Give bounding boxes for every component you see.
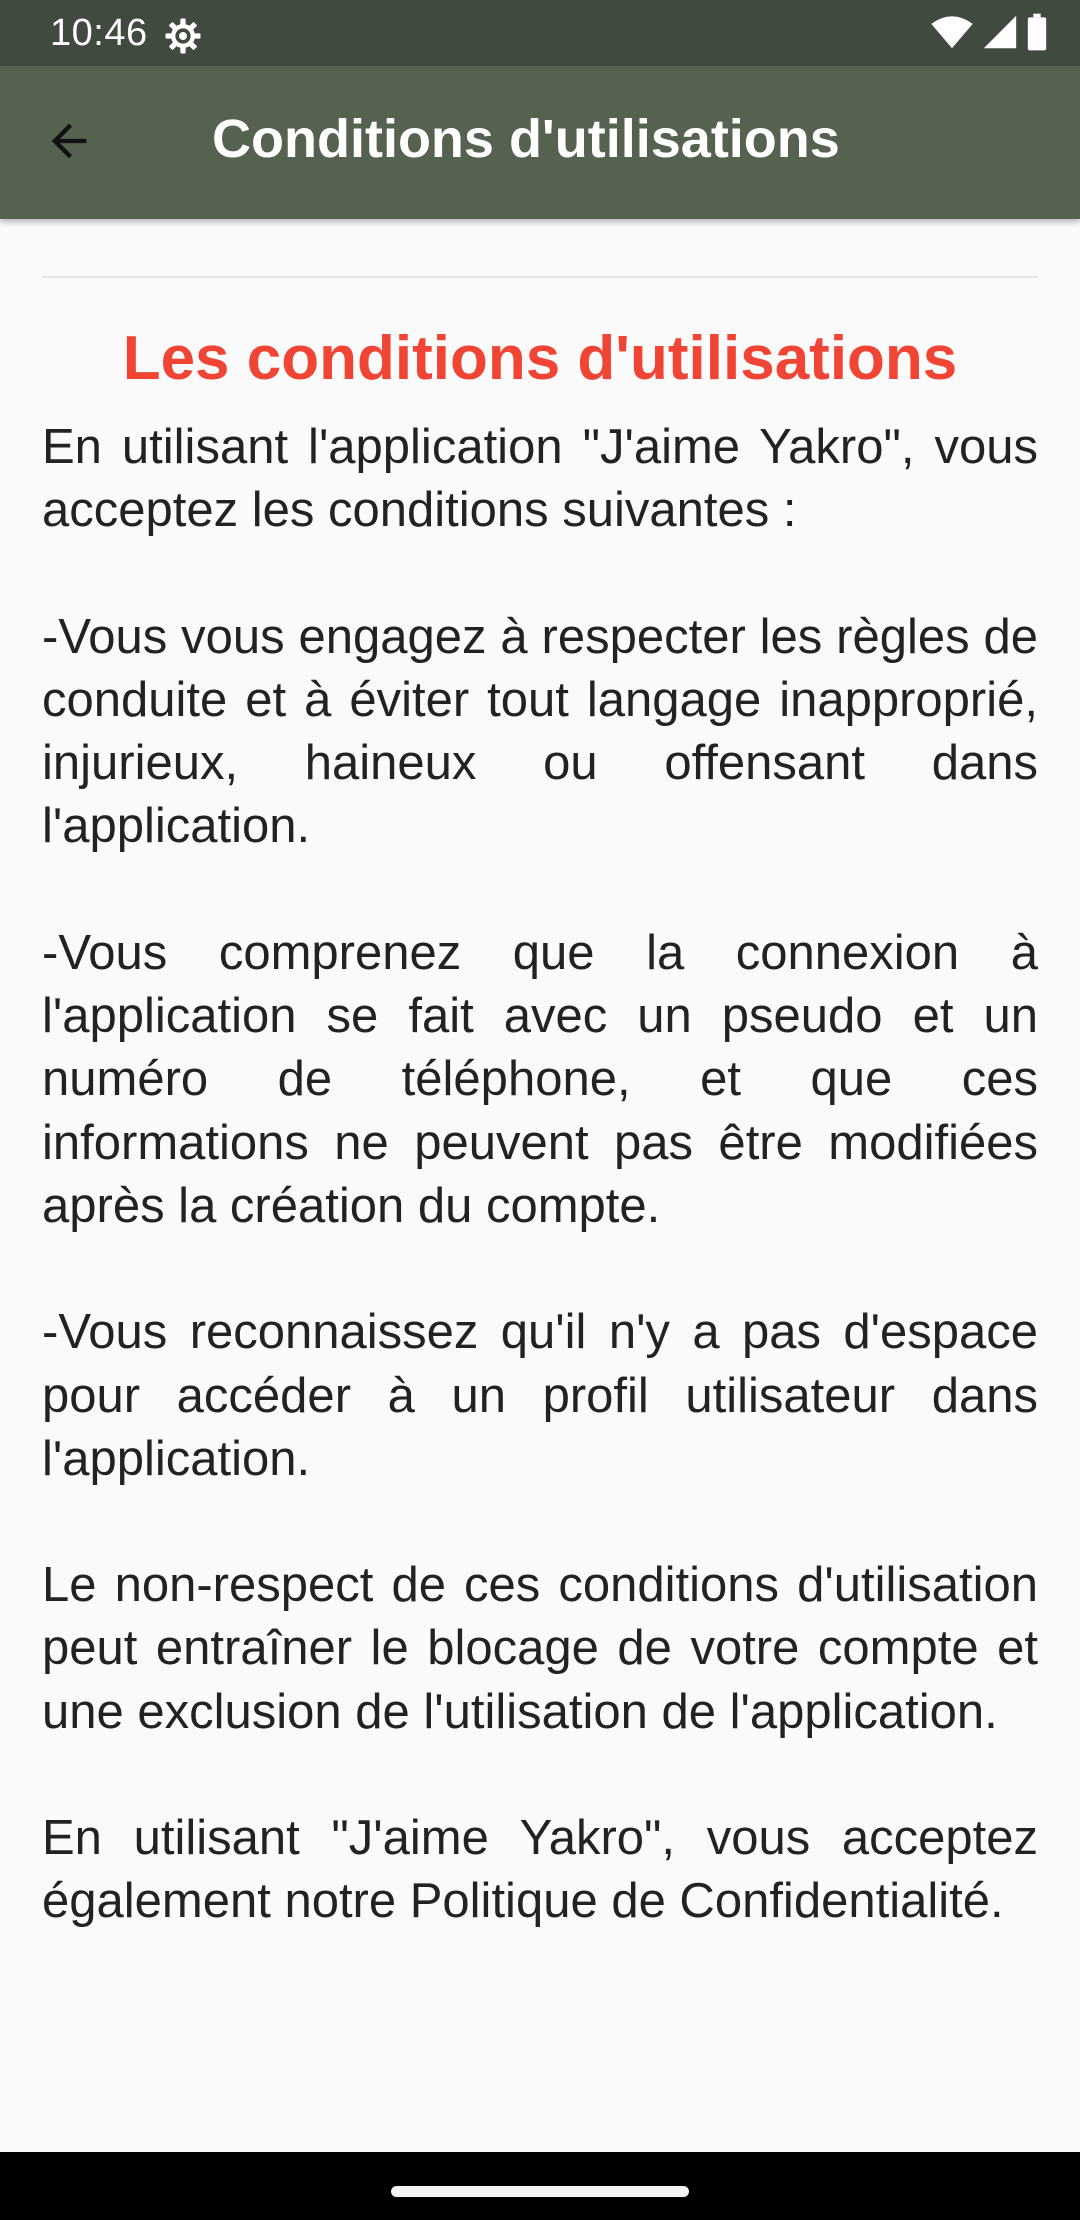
back-button[interactable] [34,108,104,178]
terms-conduct-paragraph: -Vous vous engagez à respecter les règles de conduite et à éviter tout langage inapproprié, injurieux, haineux ou offensant dans l'application. [42,609,1038,854]
app-bar [0,66,1080,219]
page-title: Conditions d'utilisations [212,109,840,169]
terms-profile-paragraph: -Vous reconnaissez qu'il n'y a pas d'espace pour accéder à un profil utilisateur dans l'application. [42,1305,1038,1486]
terms-violation-paragraph: Le non-respect de ces conditions d'utilisation peut entraîner le blocage de votre compte et une exclusion de l'utilisation de l'application. [42,1558,1038,1739]
navigation-bar [0,2152,1080,2220]
terms-login-paragraph: -Vous comprenez que la connexion à l'application se fait avec un pseudo et un numéro de téléphone, et que ces informations ne peuvent pas être modifiées après la création du compte. [42,925,1038,1233]
signal-icon [982,14,1018,55]
divider [42,276,1038,278]
terms-content[interactable] [0,219,1080,2152]
terms-body [42,416,1038,1997]
arrow-back-icon [43,115,95,172]
battery-icon [1026,13,1048,56]
settings-gear-icon [163,16,203,56]
terms-intro-paragraph: En utilisant l'application "J'aime Yakro", vous acceptez les conditions suivantes : [42,420,1038,538]
wifi-icon [930,14,974,55]
status-time: 10:46 [50,12,148,54]
status-bar [0,0,1080,66]
home-gesture-handle[interactable] [391,2186,689,2197]
status-icons [930,14,1048,54]
terms-privacy-paragraph: En utilisant "J'aime Yakro", vous acceptez également notre Politique de Confidentialité. [42,1811,1038,1929]
terms-heading: Les conditions d'utilisations [122,324,958,393]
